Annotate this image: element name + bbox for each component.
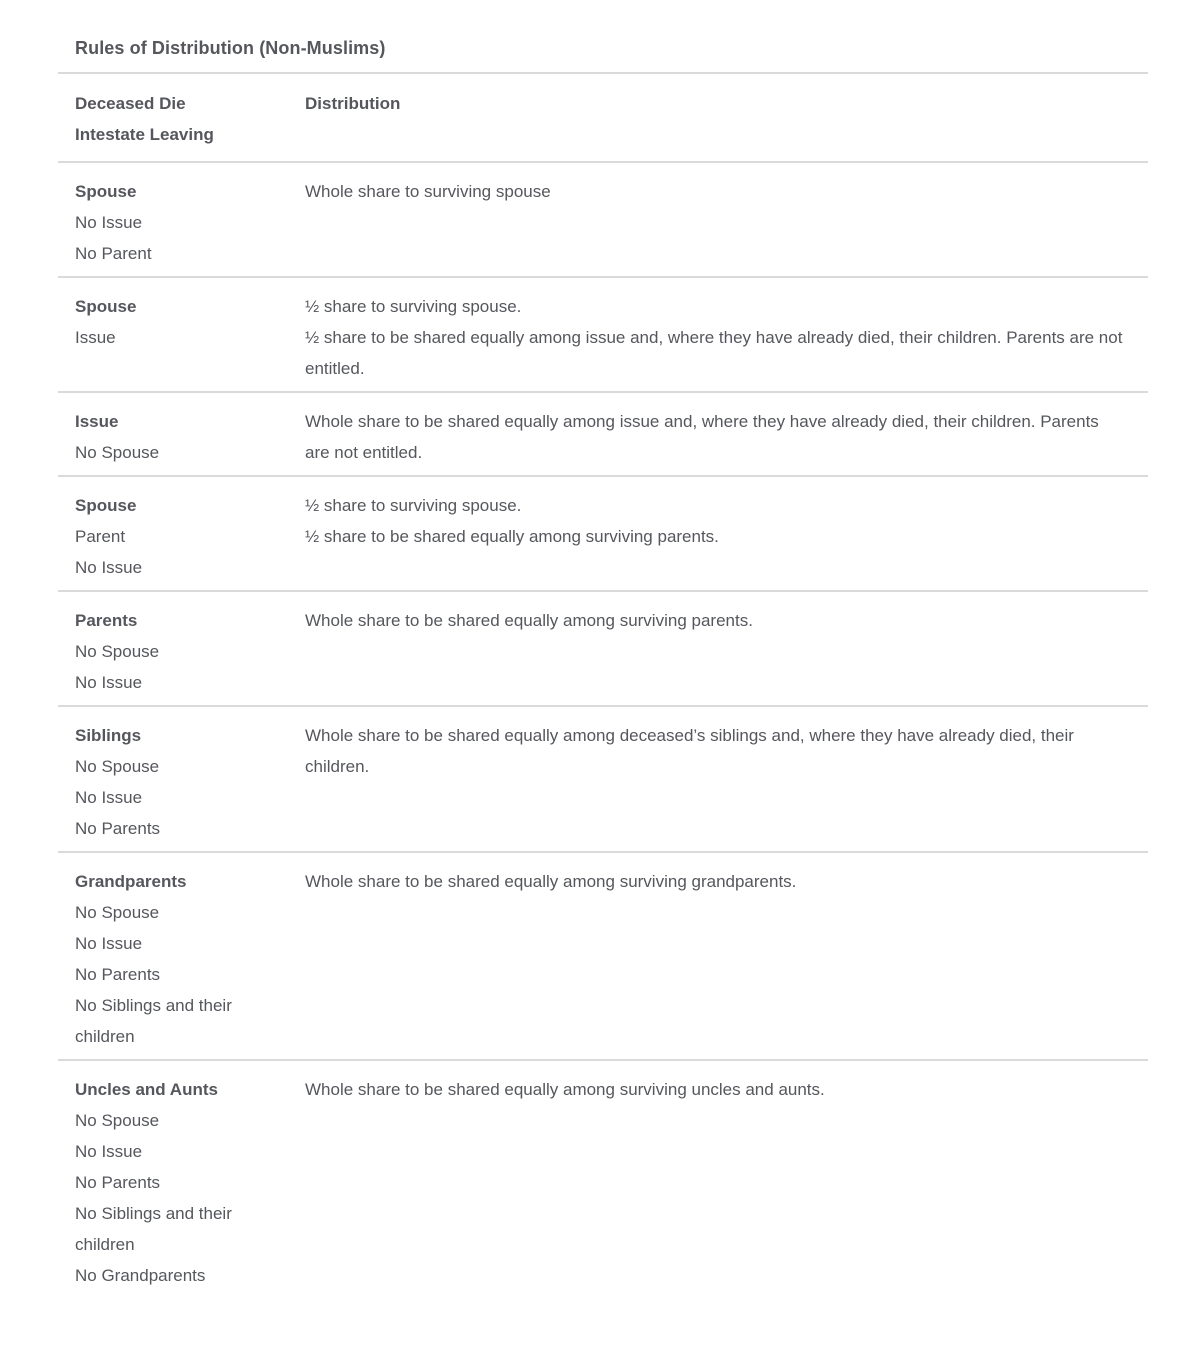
leaving-line: No Parents: [75, 1173, 161, 1192]
leaving-line: No Siblings and their children: [75, 1204, 232, 1254]
column-header-leaving-line: Intestate Leaving: [75, 125, 214, 144]
table-row: [58, 161, 1148, 276]
distribution-paragraph: Whole share to be shared equally among surviving parents.: [305, 611, 753, 630]
leaving-line: Uncles and Aunts: [75, 1080, 218, 1099]
leaving-line: Spouse: [75, 496, 137, 515]
page-title: Rules of Distribution (Non-Muslims): [75, 38, 386, 58]
table-row: [58, 705, 1148, 851]
table-row: [58, 590, 1148, 705]
column-header-distribution: Distribution: [305, 94, 401, 113]
leaving-line: Issue: [75, 328, 116, 347]
cell-distribution: [305, 477, 1148, 559]
column-header-leaving-line: Deceased Die: [75, 94, 186, 113]
table-row: [58, 1059, 1148, 1298]
distribution-paragraph: ½ share to be shared equally among surviving parents.: [305, 527, 719, 546]
cell-distribution: [305, 163, 1148, 214]
leaving-line: Siblings: [75, 726, 142, 745]
table-row: [58, 475, 1148, 590]
cell-distribution: [305, 592, 1148, 643]
distribution-paragraph: Whole share to surviving spouse: [305, 182, 551, 201]
distribution-paragraph: ½ share to surviving spouse.: [305, 496, 522, 515]
leaving-line: No Parents: [75, 819, 161, 838]
leaving-line: Spouse: [75, 182, 137, 201]
distribution-paragraph: Whole share to be shared equally among surviving grandparents.: [305, 872, 797, 891]
rules-of-distribution-document: [58, 36, 1148, 1298]
cell-distribution: [305, 853, 1148, 904]
leaving-line: Parents: [75, 611, 138, 630]
leaving-line: No Spouse: [75, 642, 160, 661]
distribution-paragraph: ½ share to surviving spouse.: [305, 297, 522, 316]
distribution-paragraph: Whole share to be shared equally among surviving uncles and aunts.: [305, 1080, 825, 1099]
leaving-line: Spouse: [75, 297, 137, 316]
distribution-paragraph: ½ share to be shared equally among issue and, where they have already died, their children. Parents are not entitled.: [305, 328, 1123, 378]
table-row: [58, 391, 1148, 475]
leaving-line: No Spouse: [75, 1111, 160, 1130]
leaving-line: No Spouse: [75, 903, 160, 922]
table-row: [58, 276, 1148, 391]
leaving-line: Grandparents: [75, 872, 187, 891]
leaving-line: Parent: [75, 527, 126, 546]
distribution-paragraph: Whole share to be shared equally among issue and, where they have already died, their children. Parents are not entitled.: [305, 412, 1099, 462]
cell-leaving: [58, 707, 305, 851]
leaving-line: No Issue: [75, 673, 143, 692]
cell-leaving: [58, 393, 305, 475]
leaving-line: No Spouse: [75, 757, 160, 776]
leaving-line: No Parents: [75, 965, 161, 984]
cell-leaving: [58, 592, 305, 705]
leaving-line: No Issue: [75, 788, 143, 807]
cell-leaving: [58, 477, 305, 590]
leaving-line: No Issue: [75, 558, 143, 577]
leaving-line: No Parent: [75, 244, 152, 263]
leaving-line: No Grandparents: [75, 1266, 206, 1285]
cell-leaving: [58, 278, 305, 360]
cell-distribution: [305, 1061, 1148, 1112]
cell-distribution: [305, 278, 1148, 391]
leaving-line: No Siblings and their children: [75, 996, 232, 1046]
leaving-line: Issue: [75, 412, 119, 431]
cell-leaving: [58, 163, 305, 276]
cell-leaving: [58, 1061, 305, 1298]
cell-distribution: [305, 707, 1148, 789]
leaving-line: No Issue: [75, 1142, 143, 1161]
cell-distribution: [305, 393, 1148, 475]
table-body: [58, 161, 1148, 1298]
cell-leaving: [58, 853, 305, 1059]
table-header-row: [58, 72, 1148, 161]
table-row: [58, 851, 1148, 1059]
leaving-line: No Issue: [75, 934, 143, 953]
leaving-line: No Spouse: [75, 443, 160, 462]
distribution-paragraph: Whole share to be shared equally among deceased’s siblings and, where they have already died, their children.: [305, 726, 1074, 776]
column-header-leaving: [58, 74, 305, 161]
leaving-line: No Issue: [75, 213, 143, 232]
